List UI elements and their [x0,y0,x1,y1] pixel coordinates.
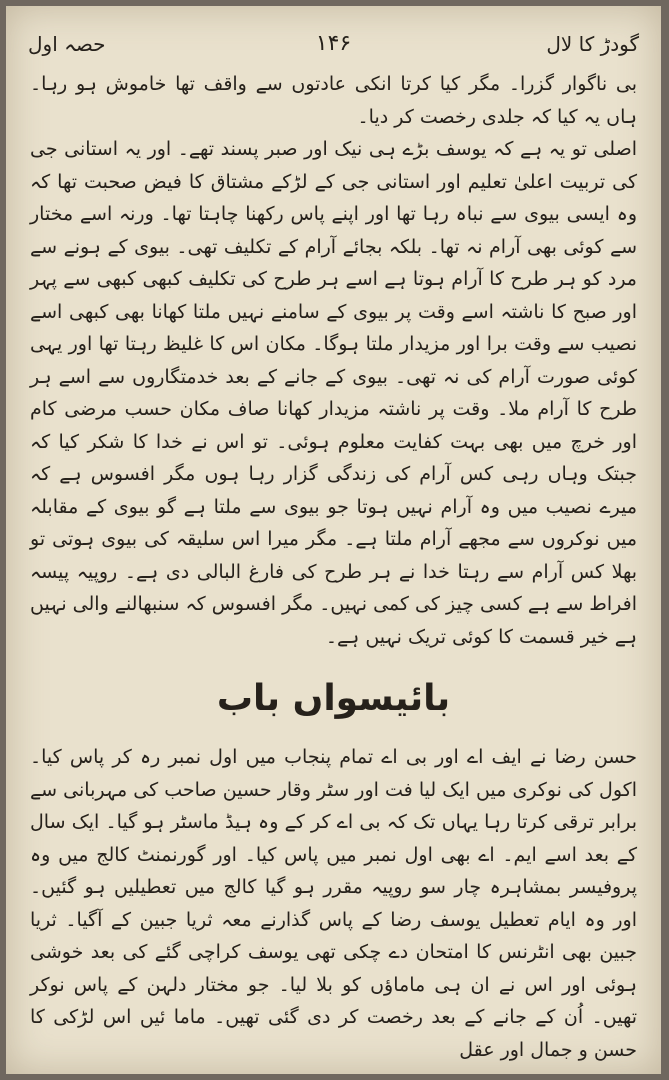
paragraph: حسن رضا نے ایف اے اور بی اے تمام پنجاب میں اول نمبر رہ کر پاس کیا۔ اکول کی نوکری میں ایک لیا فت اور سٹر وقار حسین صاحب کی مہربانی سے برابر ترقی کرتا رہا یہاں تک کہ بی اے کر کے وہ ہیڈ ماسٹر ہو گیا۔ ایک سال کے بعد اسے ایم۔ اے بھی اول نمبر میں پاس کیا۔ اور گورنمنٹ کالج میں وہ پروفیسر بمشاہرہ چار سو روپیہ مقرر ہو گیا کالج میں تعطیلیں ہو گئیں۔ اور وہ ایام تعطیل یوسف رضا کے پاس گذارنے معہ ثریا جبین کے آگیا۔ ثریا جبین بھی انٹرنس کا امتحان دے چکی تھی یوسف کراچی گئے کی بعد خوشی ہوئی اور اس نے ان ہی ماماؤں کو بلا لیا۔ جو مختار دلہن کے پاس نوکر تھیں۔ اُن کے جانے کے بعد رخصت کر دی گئی تھیں۔ ماما ئیں اس لڑکی کا حسن و جمال اور عقل [30,746,637,1061]
page-number: ۱۴۶ [315,31,352,56]
book-page [6,6,661,1074]
paragraph: بی ناگوار گزرا۔ مگر کیا کرتا انکی عادتوں سے واقف تھا خاموش ہو رہا۔ ہاں یہ کیا کہ جلدی رخصت کر دیا۔ [30,73,637,128]
part-label: حصہ اول [28,32,106,56]
paragraph: اصلی تو یہ ہے کہ یوسف بڑے ہی نیک اور صبر پسند تھے۔ اور یہ استانی جی کی تربیت اعلیٰ تعلیم اور استانی جی کے لڑکے مشتاق کا فیض صحبت تھا کہ وہ ایسی بیوی سے نباہ رہا تھا اور اپنے پاس رکھنا چاہتا تھا۔ ورنہ اسے مختار سے کوئی بھی آرام نہ تھا۔ بلکہ بجائے آرام کے تکلیف تھی۔ بیوی کے ہونے سے مرد کو ہر طرح کا آرام ہوتا ہے اسے ہر طرح کی تکلیف کبھی کبھی سے پہر اور صبح کا ناشتہ اسے وقت پر بیوی کے سامنے نہیں ملتا کھانا بھی کبھی اسے نصیب سے وقت برا اور مزیدار ملتا ہوگا۔ مکان اس کا غلیظ رہتا تھا اور یہی کوئی صورت آرام کی نہ تھی۔ بیوی کے جانے کے بعد خدمتگاروں سے اسے ہر طرح کا آرام ملا۔ وقت پر ناشتہ مزیدار کھانا صاف مکان حسب مرضی کام اور خرچ میں بھی بہت کفایت معلوم ہوئی۔ تو اس نے خدا کا شکر کیا کہ جبتک وہاں رہی کس آرام کی زندگی گزار رہا ہوں مگر افسوس ہے کہ میرے نصیب میں وہ آرام نہیں ہوتا جو بیوی سے ملتا ہے گو بیوی کے مقابلہ میں نوکروں سے مجھے آرام ملتا ہے۔ مگر میرا اس سلیقہ کی بیوی ہوتی تو بھلا کس آرام سے رہتا خدا نے ہر طرح کی فارغ البالی دی ہے۔ روپیہ پیسہ افراط سے ہے کسی چیز کی کمی نہیں۔ مگر افسوس کہ سنبھالنے والی نہیں ہے خیر قسمت کا کوئی تریک نہیں ہے۔ [30,138,637,648]
page-body [30,68,637,1066]
chapter-heading: بائیسواں باب [216,678,451,719]
page-header [28,28,639,68]
running-title: گودڑ کا لال [546,32,639,56]
